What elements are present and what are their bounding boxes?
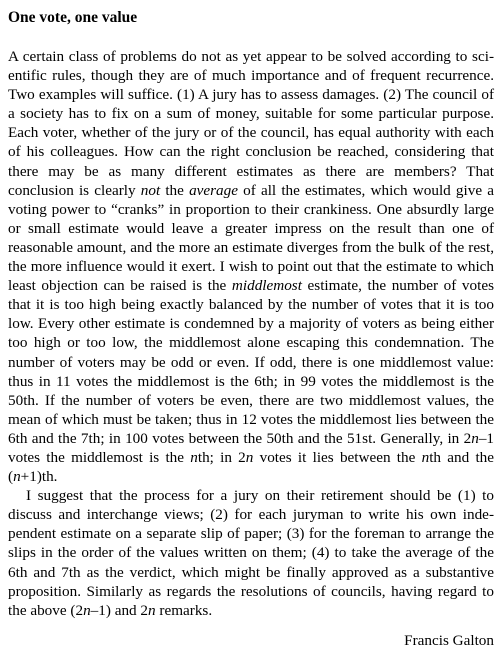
author-signature: Francis Galton — [404, 631, 494, 649]
italic-text: not — [140, 181, 161, 199]
italic-text: n — [421, 448, 430, 466]
body-paragraph — [8, 47, 494, 486]
italic-text: n — [13, 468, 21, 486]
text-run: of all the estimates, which would give a voting power to “cranks” in proportion to their crankiness. One absurdly large or small estimate would leave a greater impress on the result than one of reasonable amount, and the more an estimate diverges from the bulk of the rest, the more influence would it exert. I wish to point out that the estimate to which least objection can be raised is the — [8, 181, 494, 295]
text-run: +1)th. — [20, 468, 58, 486]
italic-text: n — [148, 601, 156, 619]
text-run: –1 votes the middlemost is the — [8, 429, 494, 466]
italic-text: n — [83, 601, 91, 619]
body-paragraph — [8, 486, 494, 620]
text-run: –1) and 2 — [90, 601, 149, 619]
italic-text: n — [245, 448, 254, 466]
italic-text: average — [189, 181, 238, 199]
article-title: One vote, one value — [8, 9, 138, 26]
text-run: I suggest that the process for a jury on their retirement should be (1) to discuss and interchange views; (2) for each juryman to write his own independent estimate on a separate slip of paper; (3) for the foreman to arrange the slips in the order of the values written on them; (4) to take the average of the 6th and 7th as the verdict, which might be finally approved as a substantive proposition. Similarly as regards the resolutions of councils, having regard to the above (2 — [8, 487, 494, 619]
italic-text: middlemost — [231, 277, 302, 295]
text-run: the — [160, 181, 190, 199]
italic-text: n — [190, 448, 198, 466]
text-run: th and the ( — [8, 448, 494, 486]
text-run: A certain class of problems do not as yet appear to be solved according to scientific rules, though they are of much importance and of frequent recurrence. Two examples will suffice. (1) A jury has to assess damages. (2) The council of a society has to fix on a sum of money, suitable for some particular purpose. Each voter, whether of the jury or of the council, has equal authority with each of his colleagues. How can the right conclusion be reached, considering that there may be as many different estimates as there are members? That conclusion is clearly — [8, 48, 494, 199]
text-run: estimate, the number of votes that it is too high being exactly balanced by the number of votes that it is too low. Every other estimate is condemned by a majority of voters as being either too high or too low, the middlemost alone escaping this condemnation. The number of voters may be odd or even. If odd, there is one middlemost value: thus in 11 votes the middlemost is the 6th; in 99 votes the middlemost is the 50th. If the number of voters be even, there are two middlemost values, the mean of which must be taken; thus in 12 votes the middlemost lies between the 6th and the 7th; in 100 votes between the 50th and the 51st. Generally, in 2 — [8, 277, 494, 447]
text-run: th; in 2 — [197, 448, 246, 466]
italic-text: n — [471, 429, 479, 447]
text-run: votes it lies between the — [253, 448, 422, 466]
article — [8, 8, 494, 650]
text-run: remarks. — [155, 601, 213, 619]
